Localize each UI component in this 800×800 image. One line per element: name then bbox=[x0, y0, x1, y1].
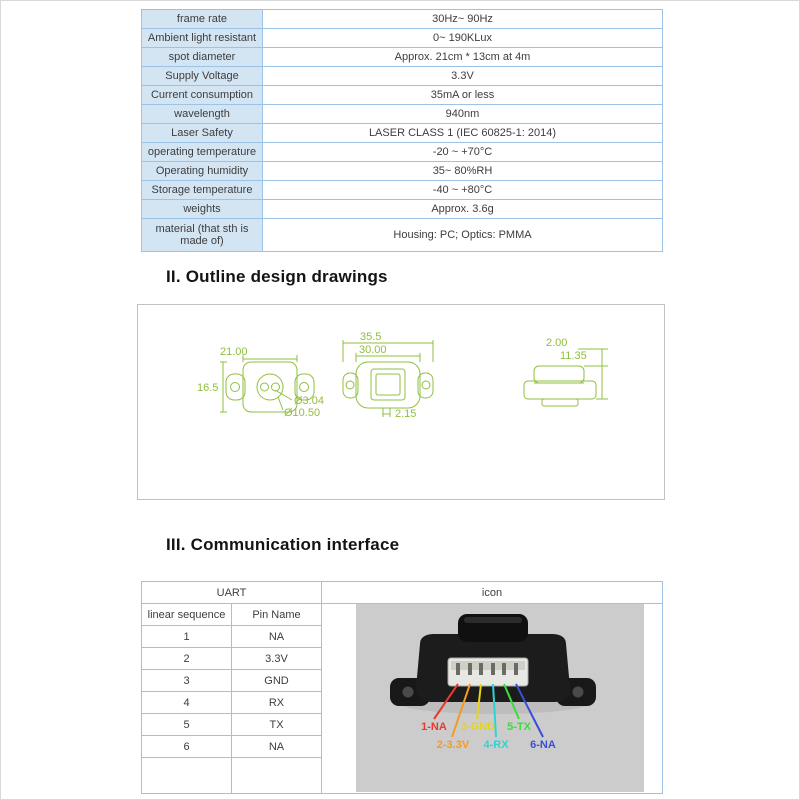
outline-drawing-box bbox=[137, 304, 665, 500]
empty-cell bbox=[232, 758, 322, 794]
spec-table bbox=[141, 9, 663, 252]
pin-label-1: 1-NA bbox=[421, 721, 447, 733]
comm-heading: III. Communication interface bbox=[166, 535, 400, 554]
spec-value: 30Hz~ 90Hz bbox=[263, 10, 663, 29]
spec-label: weights bbox=[142, 200, 263, 219]
dim-top-total-width: 35.5 bbox=[360, 331, 382, 343]
spec-value: 940nm bbox=[263, 105, 663, 124]
spec-label: frame rate bbox=[142, 10, 263, 29]
spec-value: 0~ 190KLux bbox=[263, 29, 663, 48]
table-row bbox=[142, 582, 663, 604]
spec-value: LASER CLASS 1 (IEC 60825-1: 2014) bbox=[263, 124, 663, 143]
uart-seq: 4 bbox=[142, 692, 232, 714]
dim-side-height: 11.35 bbox=[560, 350, 587, 362]
uart-header: UART bbox=[142, 582, 322, 604]
table-row bbox=[142, 124, 663, 143]
icon-cell bbox=[322, 604, 663, 794]
pin-label-3: 3-GND bbox=[460, 721, 496, 733]
spec-label: wavelength bbox=[142, 105, 263, 124]
pin-label-4: 4-RX bbox=[483, 739, 509, 751]
table-row bbox=[142, 162, 663, 181]
icon-header: icon bbox=[322, 582, 663, 604]
outline-drawing bbox=[138, 305, 666, 501]
sensor-photo bbox=[356, 604, 644, 792]
dim-front-width: 21.00 bbox=[220, 346, 248, 358]
table-row bbox=[142, 105, 663, 124]
table-row bbox=[142, 181, 663, 200]
uart-pin: NA bbox=[232, 736, 322, 758]
spec-value: Approx. 21cm * 13cm at 4m bbox=[263, 48, 663, 67]
col-header-seq: linear sequence bbox=[142, 604, 232, 626]
uart-pin: NA bbox=[232, 626, 322, 648]
table-row bbox=[142, 29, 663, 48]
table-row bbox=[142, 67, 663, 86]
spec-label: Storage temperature bbox=[142, 181, 263, 200]
spec-value: Approx. 3.6g bbox=[263, 200, 663, 219]
spec-label: Ambient light resistant bbox=[142, 29, 263, 48]
pin-label-6: 6-NA bbox=[530, 739, 556, 751]
spec-value: -20 ~ +70°C bbox=[263, 143, 663, 162]
spec-value: 35~ 80%RH bbox=[263, 162, 663, 181]
dim-lens-outer: Ø10.50 bbox=[284, 407, 321, 419]
dim-top-body-width: 30.00 bbox=[359, 344, 387, 356]
spec-label: Current consumption bbox=[142, 86, 263, 105]
table-row bbox=[142, 10, 663, 29]
col-header-pin: Pin Name bbox=[232, 604, 322, 626]
spec-label: operating temperature bbox=[142, 143, 263, 162]
spec-value: 35mA or less bbox=[263, 86, 663, 105]
spec-label: Supply Voltage bbox=[142, 67, 263, 86]
table-row bbox=[142, 86, 663, 105]
outline-heading: II. Outline design drawings bbox=[166, 267, 388, 286]
dim-front-height: 16.5 bbox=[197, 382, 219, 394]
uart-pin: GND bbox=[232, 670, 322, 692]
sensor-photo-image bbox=[356, 604, 644, 792]
uart-seq: 3 bbox=[142, 670, 232, 692]
uart-pin: RX bbox=[232, 692, 322, 714]
uart-table bbox=[141, 581, 663, 794]
dim-lens-inner: Ø3.04 bbox=[294, 395, 324, 407]
table-row bbox=[142, 48, 663, 67]
spec-value: Housing: PC; Optics: PMMA bbox=[263, 219, 663, 252]
table-row bbox=[142, 604, 663, 626]
empty-cell bbox=[142, 758, 232, 794]
uart-seq: 1 bbox=[142, 626, 232, 648]
spec-value: -40 ~ +80°C bbox=[263, 181, 663, 200]
spec-label: Operating humidity bbox=[142, 162, 263, 181]
top-view-drawing bbox=[343, 340, 433, 417]
dim-side-thickness: 2.00 bbox=[546, 337, 568, 349]
spec-value: 3.3V bbox=[263, 67, 663, 86]
spec-label: Laser Safety bbox=[142, 124, 263, 143]
table-row bbox=[142, 143, 663, 162]
spec-label: material (that sth is made of) bbox=[142, 219, 263, 252]
uart-seq: 6 bbox=[142, 736, 232, 758]
dim-top-step: 2.15 bbox=[395, 408, 417, 420]
uart-pin: 3.3V bbox=[232, 648, 322, 670]
spec-label: spot diameter bbox=[142, 48, 263, 67]
uart-pin: TX bbox=[232, 714, 322, 736]
pin-label-2: 2-3.3V bbox=[436, 739, 470, 751]
pin-label-5: 5-TX bbox=[507, 721, 531, 733]
uart-seq: 5 bbox=[142, 714, 232, 736]
table-row bbox=[142, 200, 663, 219]
table-row bbox=[142, 219, 663, 252]
uart-seq: 2 bbox=[142, 648, 232, 670]
